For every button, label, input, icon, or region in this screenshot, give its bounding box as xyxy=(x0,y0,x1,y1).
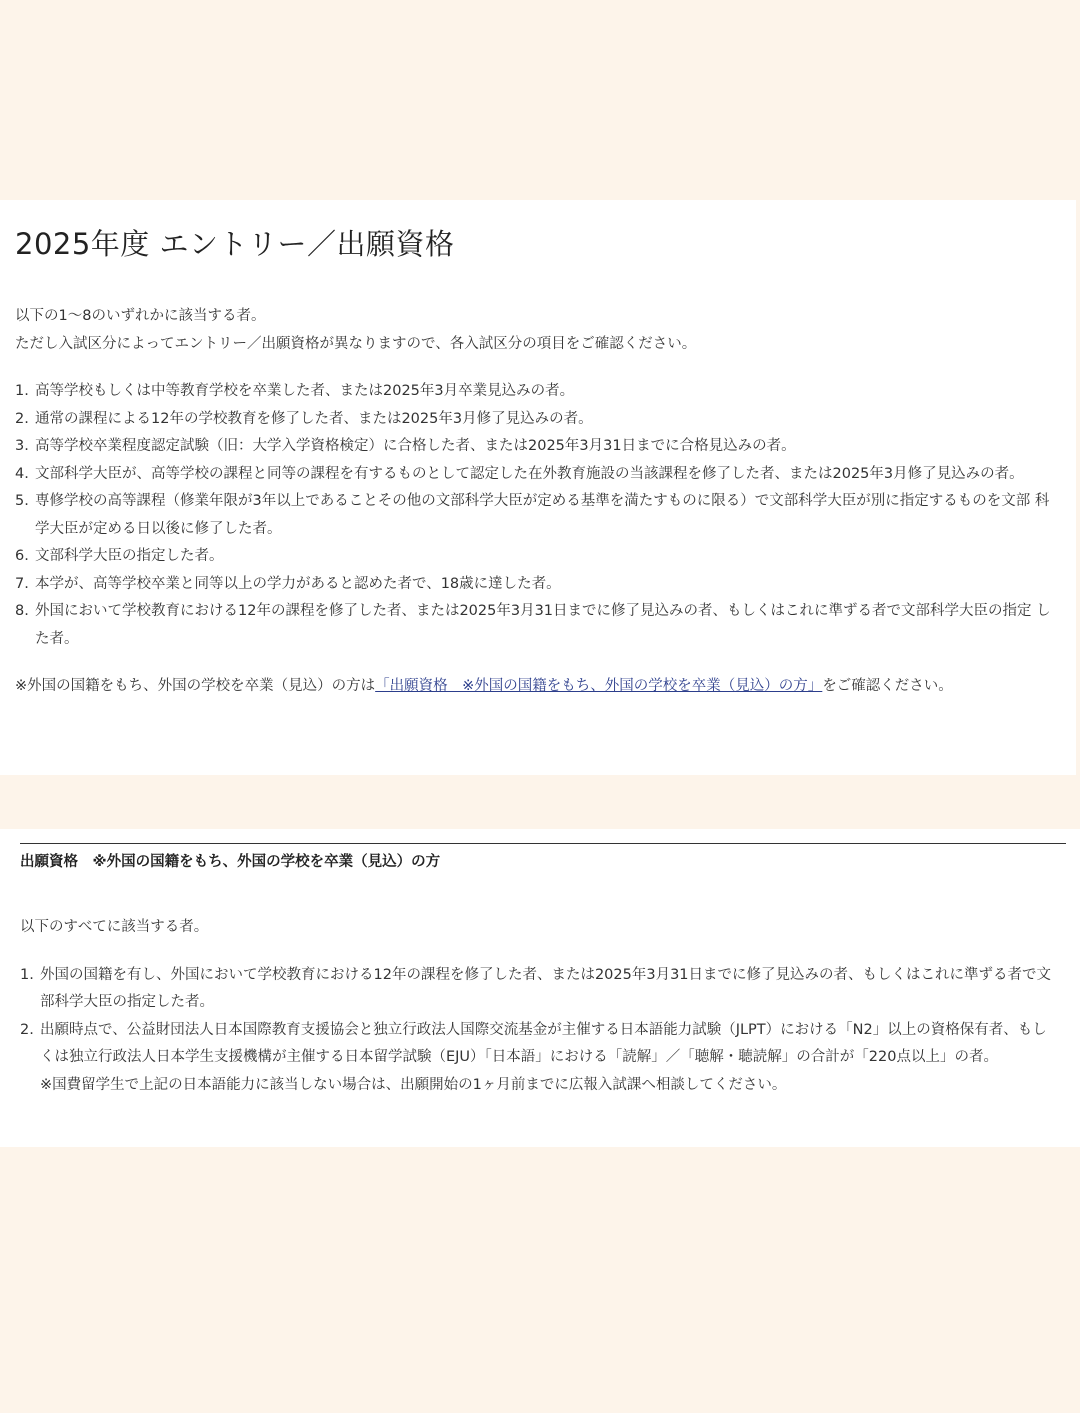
foreign-eligibility-link[interactable]: 「出願資格 ※外国の国籍をもち、外国の学校を卒業（見込）の方」 xyxy=(375,678,823,694)
section-heading xyxy=(20,843,1066,871)
eligibility-panel xyxy=(0,200,1076,775)
item-text: 出願時点で、公益財団法人日本国際教育支援協会と独立行政法人国際交流基金が主催する日本語能力試験（JLPT）における「N2」以上の資格保有者、もしくは独立行政法人日本学生支援機構が主催する日本留学試験（EJU）「日本語」における「読解」／「聴解・聴読解」の合計が「220点以上」の者。 xyxy=(40,1021,1047,1065)
item-sub-note: ※国費留学生で上記の日本語能力に該当しない場合は、出願開始の1ヶ月前までに広報入試課へ相談してください。 xyxy=(40,1076,787,1093)
item-number: 2. xyxy=(15,410,29,427)
eligibility-list xyxy=(15,378,1061,653)
item-number: 1. xyxy=(20,966,34,983)
foreign-student-note xyxy=(15,673,1061,701)
item-text: 外国の国籍を有し、外国において学校教育における12年の課程を修了した者、または2025年3月31日までに修了見込みの者、もしくはこれに準ずる者で文部科学大臣の指定した者。 xyxy=(40,966,1052,1010)
list-item xyxy=(15,433,1061,461)
item-body xyxy=(40,1017,1060,1100)
list-item xyxy=(15,406,1061,434)
intro-line: ただし入試区分によってエントリー／出願資格が異なりますので、各入試区分の項目をご確認ください。 xyxy=(15,335,697,352)
list-item xyxy=(15,598,1061,653)
page-title: 2025年度 エントリー／出願資格 xyxy=(15,227,455,261)
item-number: 3. xyxy=(15,438,29,454)
intro-line: 以下の1～8のいずれかに該当する者。 xyxy=(15,308,266,324)
item-number: 1. xyxy=(15,383,29,399)
item-text: 文部科学大臣が、高等学校の課程と同等の課程を有するものとして認定した在外教育施設の当該課程を修了した者、または2025年3月修了見込みの者。 xyxy=(35,465,1024,482)
section-heading-text: 出願資格 ※外国の国籍をもち、外国の学校を卒業（見込）の方 xyxy=(20,854,441,870)
foreign-eligibility-list xyxy=(20,962,1060,1100)
list-item xyxy=(15,461,1061,489)
item-number: 8. xyxy=(15,603,29,619)
item-text: 高等学校卒業程度認定試験（旧：大学入学資格検定）に合格した者、または2025年3月31日までに合格見込みの者。 xyxy=(35,438,796,454)
item-number: 4. xyxy=(15,465,29,482)
list-item xyxy=(20,962,1060,1017)
item-text: 通常の課程による12年の学校教育を修了した者、または2025年3月修了見込みの者。 xyxy=(35,410,593,427)
intro-text xyxy=(15,303,1061,358)
list-item xyxy=(15,488,1061,543)
item-text: 文部科学大臣の指定した者。 xyxy=(35,548,224,564)
foreign-intro-text: 以下のすべてに該当する者。 xyxy=(20,919,209,935)
list-item xyxy=(15,571,1061,599)
item-number: 5. xyxy=(15,493,29,509)
item-text: 専修学校の高等課程（修業年限が3年以上であることその他の文部科学大臣が定める基準を満たすものに限る）で文部科学大臣が別に指定するものを文部 科学大臣が定める日以後に修了した者。 xyxy=(35,493,1050,537)
item-number: 7. xyxy=(15,575,29,592)
note-prefix: ※外国の国籍をもち、外国の学校を卒業（見込）の方は xyxy=(15,678,376,694)
item-text: 高等学校もしくは中等教育学校を卒業した者、または2025年3月卒業見込みの者。 xyxy=(35,383,575,399)
item-number: 2. xyxy=(20,1021,34,1038)
list-item xyxy=(15,378,1061,406)
item-number: 6. xyxy=(15,548,29,564)
list-item xyxy=(20,1017,1060,1100)
item-text: 外国において学校教育における12年の課程を修了した者、または2025年3月31日までに修了見込みの者、もしくはこれに準ずる者で文部科学大臣の指定 した者。 xyxy=(35,603,1051,647)
note-suffix: をご確認ください。 xyxy=(822,678,953,694)
foreign-eligibility-panel xyxy=(0,829,1080,1147)
list-item xyxy=(15,543,1061,571)
item-text: 本学が、高等学校卒業と同等以上の学力があると認めた者で、18歳に達した者。 xyxy=(35,575,561,592)
